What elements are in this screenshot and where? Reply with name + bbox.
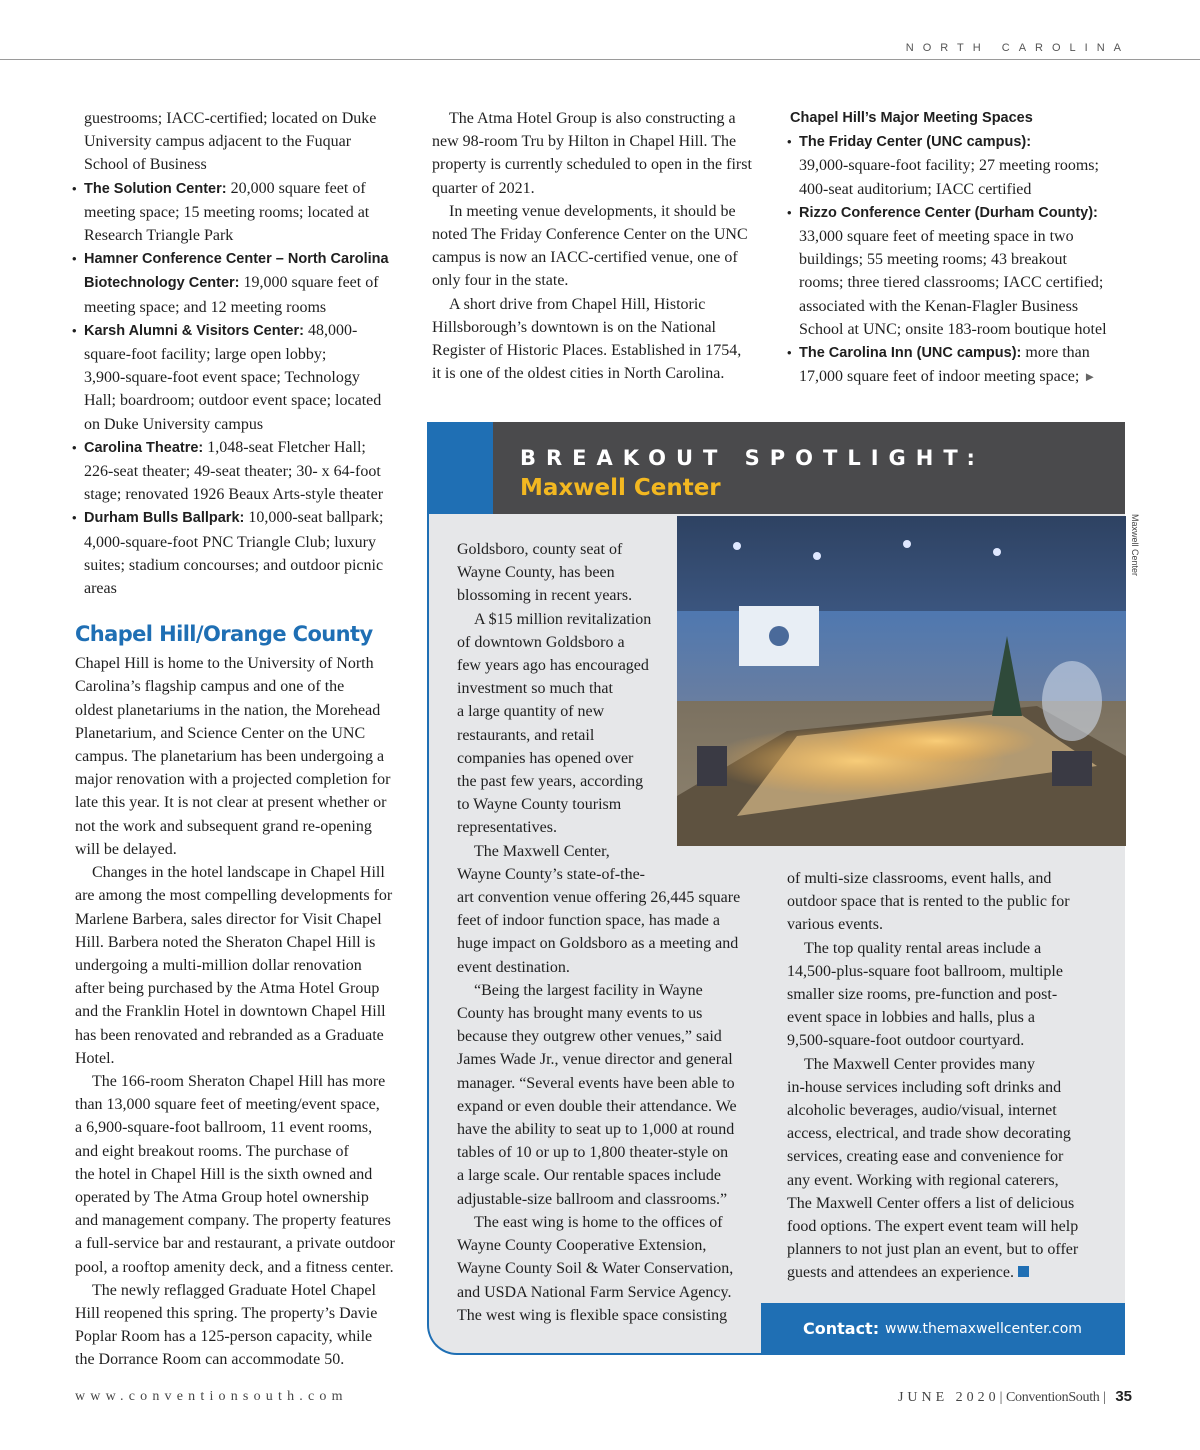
contact-link[interactable]: www.themaxwellcenter.com: [885, 1321, 1082, 1337]
contact-bar: [761, 1303, 1125, 1353]
paragraph: A short drive from Chapel Hill, Historic Hillsborough’s downtown is on the National Register of Historic Places. Established in 1754, it is one of the oldest cities in North Carolina.: [432, 295, 742, 383]
spotlight-column-1: [457, 538, 757, 1327]
venue-item-solution-center: • The Solution Center: 20,000 square feet of meeting space; 15 meeting rooms; located at Research Triangle Park: [75, 177, 410, 248]
paragraph: Chapel Hill is home to the University of North Carolina’s flagship campus and one of the oldest planetariums in the nation, the Morehead Planetarium, and Science Center on the UNC campus. The planetarium has been undergoing a major renovation with a projected completion for late this year. It is not clear at present whether or not the work and subsequent grand re-opening will be delayed.: [75, 655, 391, 858]
column-2: [432, 107, 772, 385]
paragraph: The Atma Hotel Group is also constructing a new 98-room Tru by Hilton in Chapel Hill. The property is currently scheduled to open in the first quarter of 2021.: [432, 110, 752, 197]
venue-list: [75, 177, 410, 601]
continue-arrow-icon: ►: [1083, 369, 1097, 385]
meeting-spaces-list: [790, 130, 1130, 388]
paragraph: Changes in the hotel landscape in Chapel Hill are among the most compelling developments for Marlene Barbera, sales director for Visit Chapel Hill. Barbera noted the Sheraton Chapel Hill is undergoing a multi-million dollar renovation after being purchased by the Atma Hotel Group and the Franklin Hotel in downtown Chapel Hill has been renovated and rebranded as a Graduate Hotel.: [75, 864, 393, 1067]
paragraph: The Maxwell Center, Wayne County’s state-of-the- art convention venue offering 26,445 square feet of indoor function space, has made a huge impact on Goldsboro as a meeting and event destination.: [457, 842, 741, 976]
paragraph: “Being the largest facility in Wayne County has brought many events to us because they outgrew other venues,” said James Wade Jr., venue director and general manager. “Several events have been able to expand or even double their attendance. We have the ability to seat up to 1,000 at round tables of 10 or up to 1,800 theater-style on a large scale. Our rentable spaces include adjustable-size ballroom and classrooms.”: [457, 981, 737, 1208]
footer-website[interactable]: www.conventionsouth.com: [75, 1389, 348, 1404]
paragraph: of multi-size classrooms, event halls, and outdoor space that is rented to the public for various events.: [787, 870, 1070, 934]
spotlight-accent-bar: [429, 422, 493, 514]
venue-item-karsh: • Karsh Alumni & Visitors Center: 48,000- square-foot facility; large open lobby; 3,900-square-foot event space; Technology Hall; boardroom; outdoor event space; located on Duke University campus: [75, 319, 410, 436]
header-rule: [0, 59, 1200, 60]
paragraph: The newly reflagged Graduate Hotel Chapel Hill reopened this spring. The property’s Davie Poplar Room has a 125-person capacity, while the Dorrance Room can accommodate 50.: [75, 1281, 378, 1369]
paragraph: The 166-room Sheraton Chapel Hill has more than 13,000 square feet of meeting/event space, a 6,900-square-foot ballroom, 11 event rooms, and eight breakout rooms. The purchase of the hotel in Chapel Hill is the sixth owned and operated by The Atma Group hotel ownership and management company. The property features a full-service bar and restaurant, a private outdoor pool, a rooftop amenity deck, and a fitness center.: [75, 1072, 395, 1276]
column-1: [75, 107, 410, 1372]
meeting-space-carolina-inn: • The Carolina Inn (UNC campus): more than 17,000 square feet of indoor meeting space; ►: [790, 341, 1130, 388]
spotlight-kicker: BREAKOUT SPOTLIGHT:: [520, 446, 985, 470]
venue-item-carolina-theatre: • Carolina Theatre: 1,048-seat Fletcher Hall; 226-seat theater; 49-seat theater; 30- x 64-foot stage; renovated 1926 Beaux Arts-style theater: [75, 436, 410, 507]
paragraph: In meeting venue developments, it should be noted The Friday Conference Center on the UNC campus is now an IACC-certified venue, one of only four in the state.: [432, 202, 748, 290]
magazine-name: ConventionSouth: [1005, 1390, 1100, 1405]
paragraph: Goldsboro, county seat of Wayne County, has been blossoming in recent years.: [457, 541, 633, 605]
paragraph: The Maxwell Center provides many in-house services including soft drinks and alcoholic beverages, audio/visual, internet access, electrical, and trade show decorating services, creating ease and convenience for any event. Working with regional caterers, The Maxwell Center offers a list of delicious food options. The expert event team will help planners to not just plan an event, but to offer guests and attendees an experience.: [787, 1055, 1079, 1282]
section-label: NORTH CAROLINA: [905, 42, 1130, 54]
meeting-space-rizzo: • Rizzo Conference Center (Durham County): 33,000 square feet of meeting space in two buildings; 55 meeting rooms; 43 breakout rooms; three tiered classrooms; IACC certified; associated with the Kenan-Flagler Business School at UNC; onsite 183-room boutique hotel: [790, 201, 1130, 341]
spotlight-venue-name: Maxwell Center: [520, 475, 721, 501]
venue-item-durham-bulls: • Durham Bulls Ballpark: 10,000-seat ballpark; 4,000-square-foot PNC Triangle Club; luxury suites; stadium concourses; and outdoor picnic areas: [75, 506, 410, 600]
meeting-space-friday-center: • The Friday Center (UNC campus): 39,000-square-foot facility; 27 meeting rooms; 400-seat auditorium; IACC certified: [790, 130, 1130, 201]
footer-folio: JUNE 2020| ConventionSouth | 35: [897, 1388, 1132, 1405]
spotlight-column-2: [787, 867, 1097, 1285]
photo-credit: Maxwell Center: [1130, 514, 1140, 577]
paragraph: The east wing is home to the offices of Wayne County Cooperative Extension, Wayne County Soil & Water Conservation, and USDA National Farm Service Agency. The west wing is flexible space consisting: [457, 1213, 734, 1324]
issue-date: JUNE 2020: [897, 1390, 1000, 1405]
bullet-continuation: guestrooms; IACC-certified; located on Duke University campus adjacent to the Fuquar School of Business: [84, 110, 377, 174]
spotlight-title-bar: [493, 422, 1125, 514]
venue-item-hamner: • Hamner Conference Center – North Carolina Biotechnology Center: 19,000 square feet of meeting space; and 12 meeting rooms: [75, 247, 410, 319]
end-mark-icon: [1018, 1266, 1029, 1277]
section-heading: Chapel Hill/Orange County: [75, 622, 373, 647]
column-3: [790, 107, 1130, 388]
paragraph: The top quality rental areas include a 14,500-plus-square foot ballroom, multiple smaller size rooms, pre-function and post- event space in lobbies and halls, plus a 9,500-square-foot outdoor courtyard.: [787, 939, 1063, 1050]
paragraph: A $15 million revitalization of downtown Goldsboro a few years ago has encouraged investment so much that a large quantity of new restaurants, and retail companies has opened over the past few years, according to Wayne County tourism representatives.: [457, 610, 652, 837]
page-number: 35: [1115, 1388, 1132, 1405]
sidebar-heading: Chapel Hill’s Major Meeting Spaces: [790, 110, 1033, 126]
contact-label: Contact:: [803, 1319, 880, 1338]
